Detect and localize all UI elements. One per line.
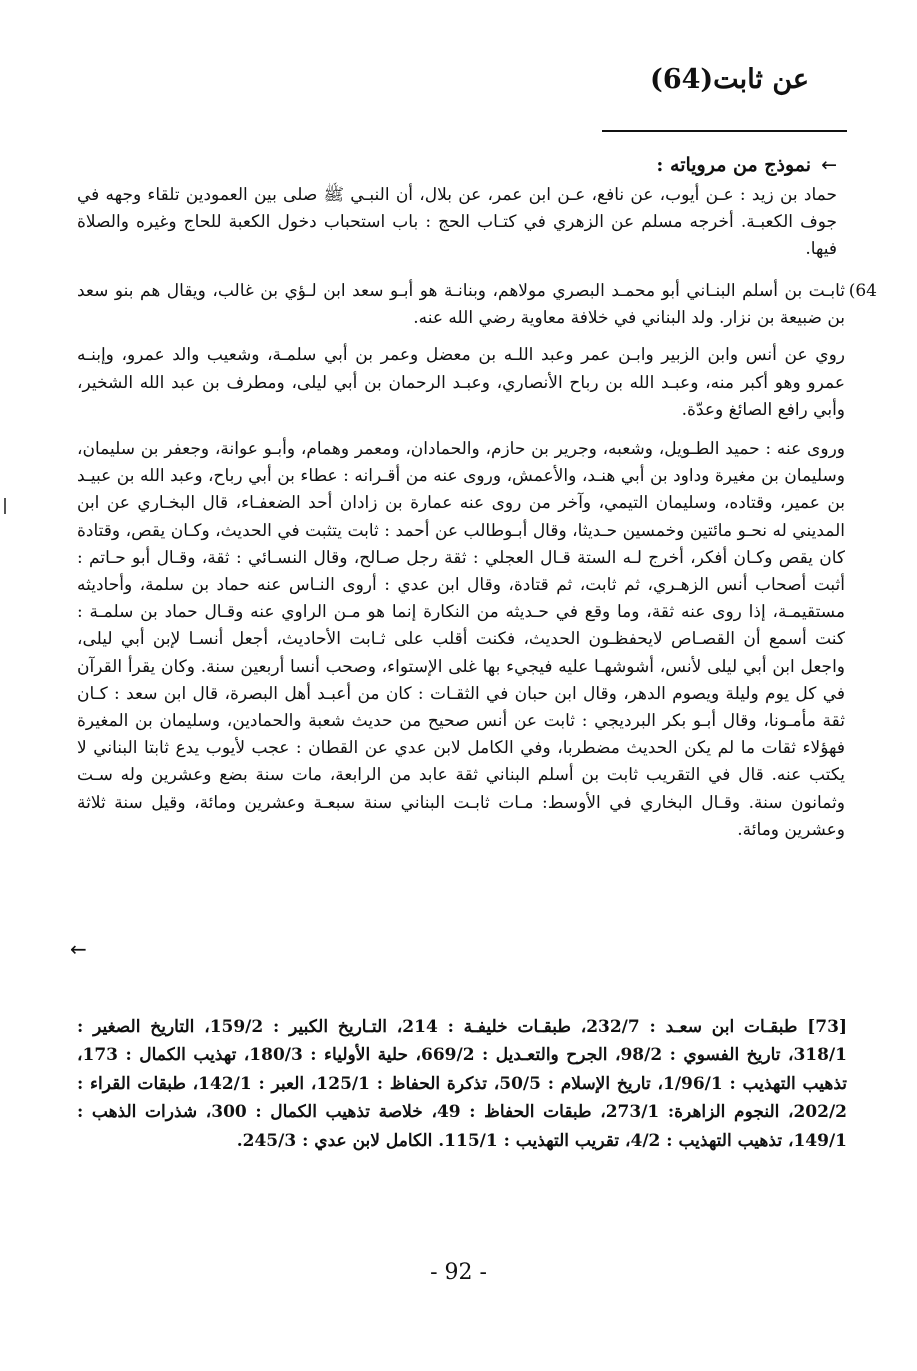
page-number [0, 1258, 917, 1288]
page-header-title: عن ثابت(64) [650, 64, 809, 95]
biography-body [77, 278, 845, 856]
narration-sample-section [77, 150, 837, 263]
header-rule [602, 130, 847, 132]
biography-paragraph: ثابـت بن أسلم البنـاني أبو محمـد البصري مولاهم، وبنانـة هو أبـو سعد ابن لـؤي بن غالب، ويقال هم بنو سعد بن ضبيعة بن نزار. ولد البناني في خلافة معاوية رضي الله عنه. [77, 281, 845, 329]
footnote-number: 64) [848, 281, 877, 301]
biography-paragraph: روي عن أنس وابن الزبير وابـن عمر وعبد اللـه بن معضل وعمر بن أبي سلمـة، وشعيب والد عمرو، وإبنـه عمرو وهو أكبر منه، وعبـد الله بن رباح الأنصاري، وعبـد الرحمان بن أبي ليلى، ومطرف بن عبد الله الشخير، وأبي رافع الصائغ وعدّة. [77, 345, 845, 420]
biography-entry [77, 278, 877, 856]
biography-section [77, 278, 877, 856]
sample-heading [77, 150, 837, 180]
sample-paragraph: حماد بن زيد : عـن أيوب، عن نافع، عـن ابن عمر، عن بلال، أن النبـي ﷺ صلى بين العمودين تلقاء وجهه في جوف الكعبـة. أخرجه مسلم عن الزهري في كتـاب الحج : باب استحباب دخول الكعبة للحاج وغيره والصلاة فيها. [77, 185, 837, 259]
page-number-text: - 92 - [430, 1260, 487, 1285]
continuation-arrow-icon: ← [70, 937, 87, 961]
biography-paragraph: وروى عنه : حميد الطـويل، وشعبه، وجرير بن حازم، والحمادان، ومعمر وهمام، وأبـو عوانة، وجعفر بن سليمان، وسليمان بن مغيرة وداود بن أبي هنـد، والأعمش، وروى عنه من أقـرانه : عطاء بن أبي رباح، وعبد الله بن عبيـد بن عمير، وقتاده، وسليمان التيمي، وآخر من روى عنه عمارة بن زادان أحد الضعفـاء، قال البخـاري عن ابن المديني له نحـو مائتين وخمسين حـديثا، وقال أبـوطالب عن أحمد : ثابت يتثبت في الحديث، وكـان يقص، وقتادة كان يقص وكـان أفكر، أخرج لـه الستة قـال العجلي : ثقة رجل صـالح، وقال النسـائي : ثقة، وقـال أبو حـاتم : أثبت أصحاب أنس الزهـري، ثم ثابت، ثم قتادة، وقال ابن عدي : أروى النـاس عنه حماد بن سلمة، وأحاديثه مستقيمـة، إذا روى عنه ثقة، وما وقع في حـديثه من النكارة إنما هو مـن الراوي عنه وقـال حماد بن سلمـة : كنت أسمع أن القصـاص لايحفظـون الحديث، فكنت أقلب على ثـابت الأحاديث، أجعل أنسـا لإبن أبي ليلى، واجعل ابن أبي ليلى لأنس، أشوشهـا عليه فيجيء بها غلى الإستواء، وصحب أنسا أربعين سنة. وكان يقرأ القرآن في كل يوم وليلة ويصوم الدهر، وقال ابن حبان في الثقـات : كان من أعبـد أهل البصرة، قال ابن سعد : كـان ثقة مأمـونا، وقال أبـو بكر البرديجي : ثابت عن أنس صحيح من حديث شعبة والحمادين، وسليمان بن المغيرة فهؤلاء ثقات ما لم يكن الحديث مضطربا، وفي الكامل لابن عدي عن القطان : عجب لأيوب يدع ثابتا البناني لا يكتب عنه. قال في التقريب ثابت بن أسلم البناني ثقة عابد من الرابعة، مات سنة بضع وعشرين وله سـت وثمانون سنة. وقـال البخاري في الأوسط: مـات ثابـت البناني سنة سبعـة وعشرين ومائة، وقيل سنة ثلاثة وعشرين ومائة. [77, 439, 845, 840]
scan-edge-mark [4, 498, 6, 514]
references-footnote: [73] طبقـات ابن سعـد : 232/7، طبقـات خليفـة : 214، التـاريخ الكبير : 159/2، التاريخ الصغير : 318/1، تاريخ الفسوي : 98/2، الجرح والتعـديل : 669/2، حلية الأولياء : 180/3، تهذيب الكمال : 173، تذهيب التهذيب : 1/96/1، تاريخ الإسلام : 50/5، تذكرة الحفاظ : 125/1، العبر : 142/1، طبقات القراء : 202/2، النجوم الزاهرة: 273/1، طبقات الحفاظ : 49، خلاصة تذهيب الكمال : 300، شذرات الذهب : 149/1، تذهيب التهذيب : 4/2، تقريب التهذيب : 115/1. الكامل لابن عدي : 245/3. [77, 1017, 847, 1151]
sample-heading-text: نموذج من مروياته : [656, 154, 812, 176]
arrow-left-icon: ← [821, 154, 837, 176]
